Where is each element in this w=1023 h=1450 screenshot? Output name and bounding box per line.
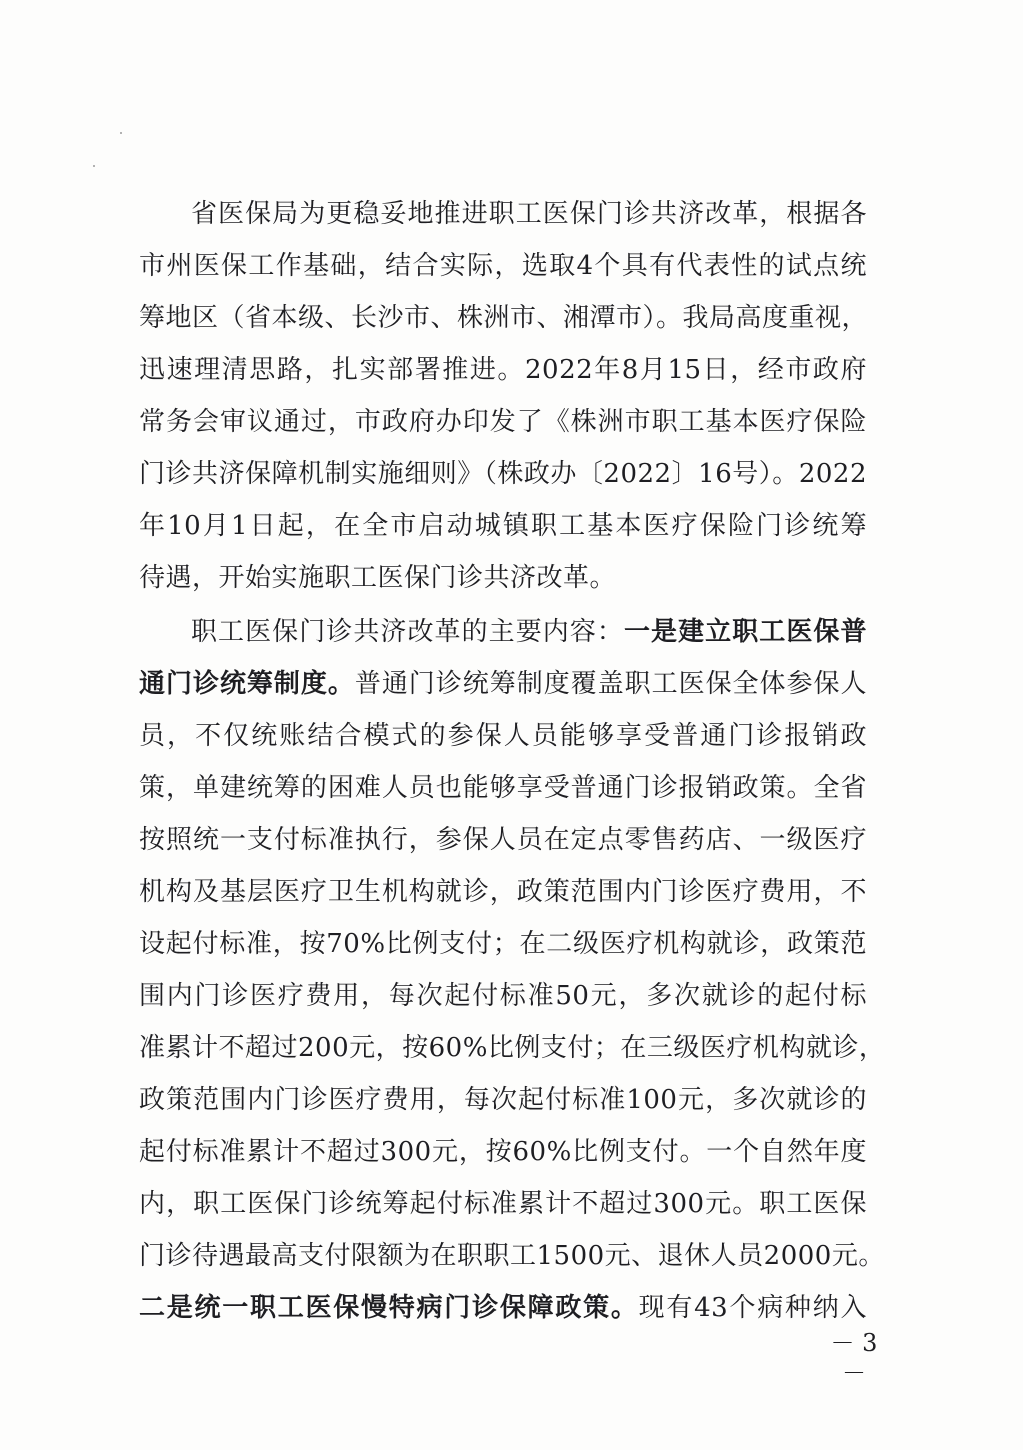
text-span: 普通门诊统筹制度覆盖职工医保全体参保人 xyxy=(354,669,867,699)
bold-heading-span: 二是统一职工医保慢特病门诊保障政策。 xyxy=(139,1293,639,1323)
text-span: 现有43个病种纳入 xyxy=(638,1293,867,1323)
text-line: 市州医保工作基础，结合实际，选取4个具有代表性的试点统 xyxy=(139,251,867,281)
text-line xyxy=(191,606,867,658)
text-line: 机构及基层医疗卫生机构就诊，政策范围内门诊医疗费用，不 xyxy=(139,877,867,907)
text-line: 常务会审议通过，市政府办印发了《株洲市职工基本医疗保险 xyxy=(139,407,867,437)
text-line: 按照统一支付标准执行，参保人员在定点零售药店、一级医疗 xyxy=(139,825,867,855)
text-line xyxy=(139,1282,867,1334)
bold-heading-span: 一是建立职工医保普 xyxy=(623,617,867,647)
text-line: 门诊待遇最高支付限额为在职职工1500元、退休人员2000元。 xyxy=(139,1241,885,1271)
text-line: 门诊共济保障机制实施细则》（株政办〔2022〕16号）。2022 xyxy=(139,459,867,489)
text-line: 年10月1日起，在全市启动城镇职工基本医疗保险门诊统筹 xyxy=(139,511,867,541)
text-line: 员，不仅统账结合模式的参保人员能够享受普通门诊报销政 xyxy=(139,721,867,751)
text-line: 省医保局为更稳妥地推进职工医保门诊共济改革，根据各 xyxy=(191,199,867,229)
scan-speck xyxy=(93,165,95,167)
text-line: 围内门诊医疗费用，每次起付标准50元，多次就诊的起付标 xyxy=(139,981,867,1011)
text-line: 策，单建统筹的困难人员也能够享受普通门诊报销政策。全省 xyxy=(139,773,867,803)
text-line: 设起付标准，按70%比例支付；在二级医疗机构就诊，政策范 xyxy=(139,929,867,959)
bold-heading-span: 通门诊统筹制度。 xyxy=(139,669,355,699)
text-line xyxy=(139,658,867,710)
text-line: 待遇，开始实施职工医保门诊共济改革。 xyxy=(139,563,617,593)
text-line: 政策范围内门诊医疗费用，每次起付标准100元，多次就诊的 xyxy=(139,1085,867,1115)
text-line: 准累计不超过200元，按60%比例支付；在三级医疗机构就诊， xyxy=(139,1033,886,1063)
page-number: － 3 － xyxy=(830,1329,878,1387)
text-line: 起付标准累计不超过300元，按60%比例支付。一个自然年度 xyxy=(139,1137,867,1167)
text-line: 内，职工医保门诊统筹起付标准累计不超过300元。职工医保 xyxy=(139,1189,867,1219)
scan-speck xyxy=(120,132,122,134)
text-span: 职工医保门诊共济改革的主要内容： xyxy=(191,617,624,647)
text-line: 迅速理清思路，扎实部署推进。2022年8月15日，经市政府 xyxy=(139,355,867,385)
text-line: 筹地区（省本级、长沙市、株洲市、湘潭市）。我局高度重视， xyxy=(139,303,869,333)
